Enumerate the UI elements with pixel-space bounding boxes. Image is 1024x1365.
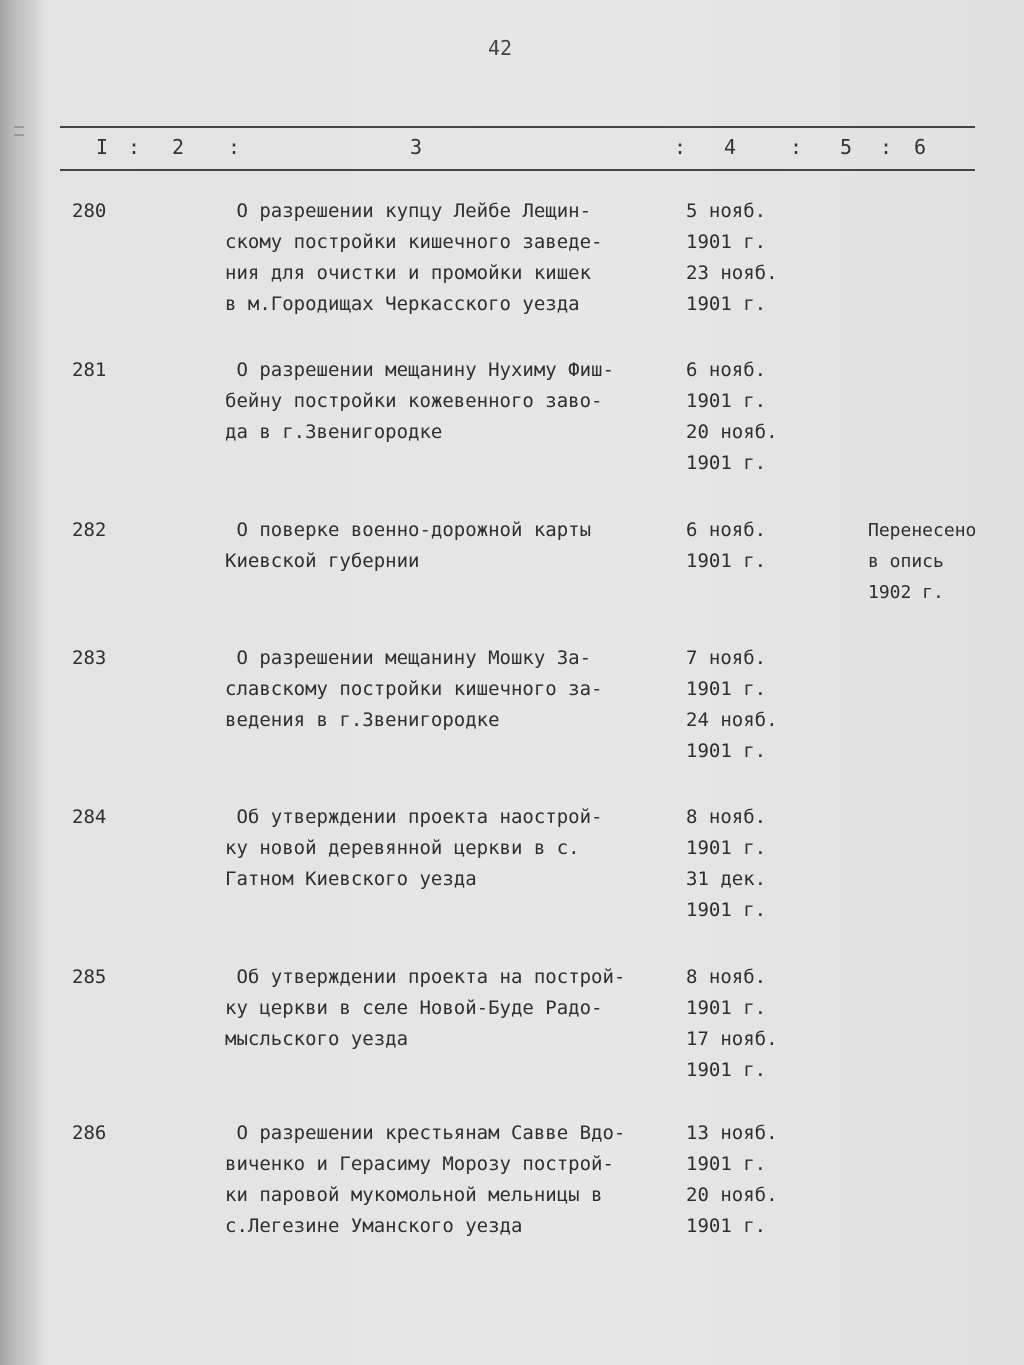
column-header-6: 6: [914, 135, 927, 159]
entry-number: 282: [72, 519, 107, 541]
entry-dates: 8 нояб. 1901 г. 17 нояб. 1901 г.: [686, 966, 778, 1081]
column-header-1: I: [96, 135, 109, 159]
entry-number: 285: [72, 966, 107, 988]
entry-number: 283: [72, 647, 107, 669]
entry-dates: 8 нояб. 1901 г. 31 дек. 1901 г.: [686, 806, 767, 921]
column-separator: :: [128, 135, 141, 159]
page-number: 42: [488, 36, 513, 60]
entry-dates: 6 нояб. 1901 г. 20 нояб. 1901 г.: [686, 359, 778, 474]
entry-description: О разрешении купцу Лейбе Лещин- скому постройки кишечного заведе- ния для очистки и промойки кишек в м.Городищах Черкасского уезда: [225, 200, 603, 315]
entry-number: 281: [72, 359, 107, 381]
entry-description: О поверке военно-дорожной карты Киевской губернии: [225, 519, 592, 572]
entry-number: 286: [72, 1122, 107, 1144]
header-rule-bottom: [60, 169, 975, 171]
header-rule-top: [60, 126, 975, 128]
margin-mark: [14, 134, 24, 136]
entry-dates: 5 нояб. 1901 г. 23 нояб. 1901 г.: [686, 200, 778, 315]
entry-description: Об утверждении проекта наострой- ку новой деревянной церкви в с. Гатном Киевского уезда: [225, 806, 603, 890]
column-separator: :: [790, 135, 803, 159]
entry-note: Перенесено в опись 1902 г.: [868, 520, 977, 603]
entry-number: 280: [72, 200, 107, 222]
column-separator: :: [880, 135, 893, 159]
column-header-3: 3: [410, 135, 423, 159]
entry-dates: 13 нояб. 1901 г. 20 нояб. 1901 г.: [686, 1122, 778, 1237]
margin-mark: [14, 126, 24, 128]
entry-description: Об утверждении проекта на построй- ку церкви в селе Новой-Буде Радо- мысльского уезда: [225, 966, 626, 1050]
binding-shadow: [0, 0, 46, 1365]
entry-description: О разрешении крестьянам Савве Вдо- виченко и Герасиму Морозу построй- ки паровой мукомольной мельницы в с.Легезине Уманского уезда: [225, 1122, 626, 1237]
column-separator: :: [674, 135, 687, 159]
entry-number: 284: [72, 806, 107, 828]
entry-description: О разрешении мещанину Мошку За- славскому постройки кишечного за- ведения в г.Звенигородке: [225, 647, 603, 731]
column-separator: :: [228, 135, 241, 159]
column-header-2: 2: [172, 135, 185, 159]
entry-dates: 6 нояб. 1901 г.: [686, 519, 767, 572]
column-header-4: 4: [724, 135, 737, 159]
entry-description: О разрешении мещанину Нухиму Фиш- бейну постройки кожевенного заво- да в г.Звенигородке: [225, 359, 614, 443]
entry-dates: 7 нояб. 1901 г. 24 нояб. 1901 г.: [686, 647, 778, 762]
column-header-5: 5: [840, 135, 853, 159]
